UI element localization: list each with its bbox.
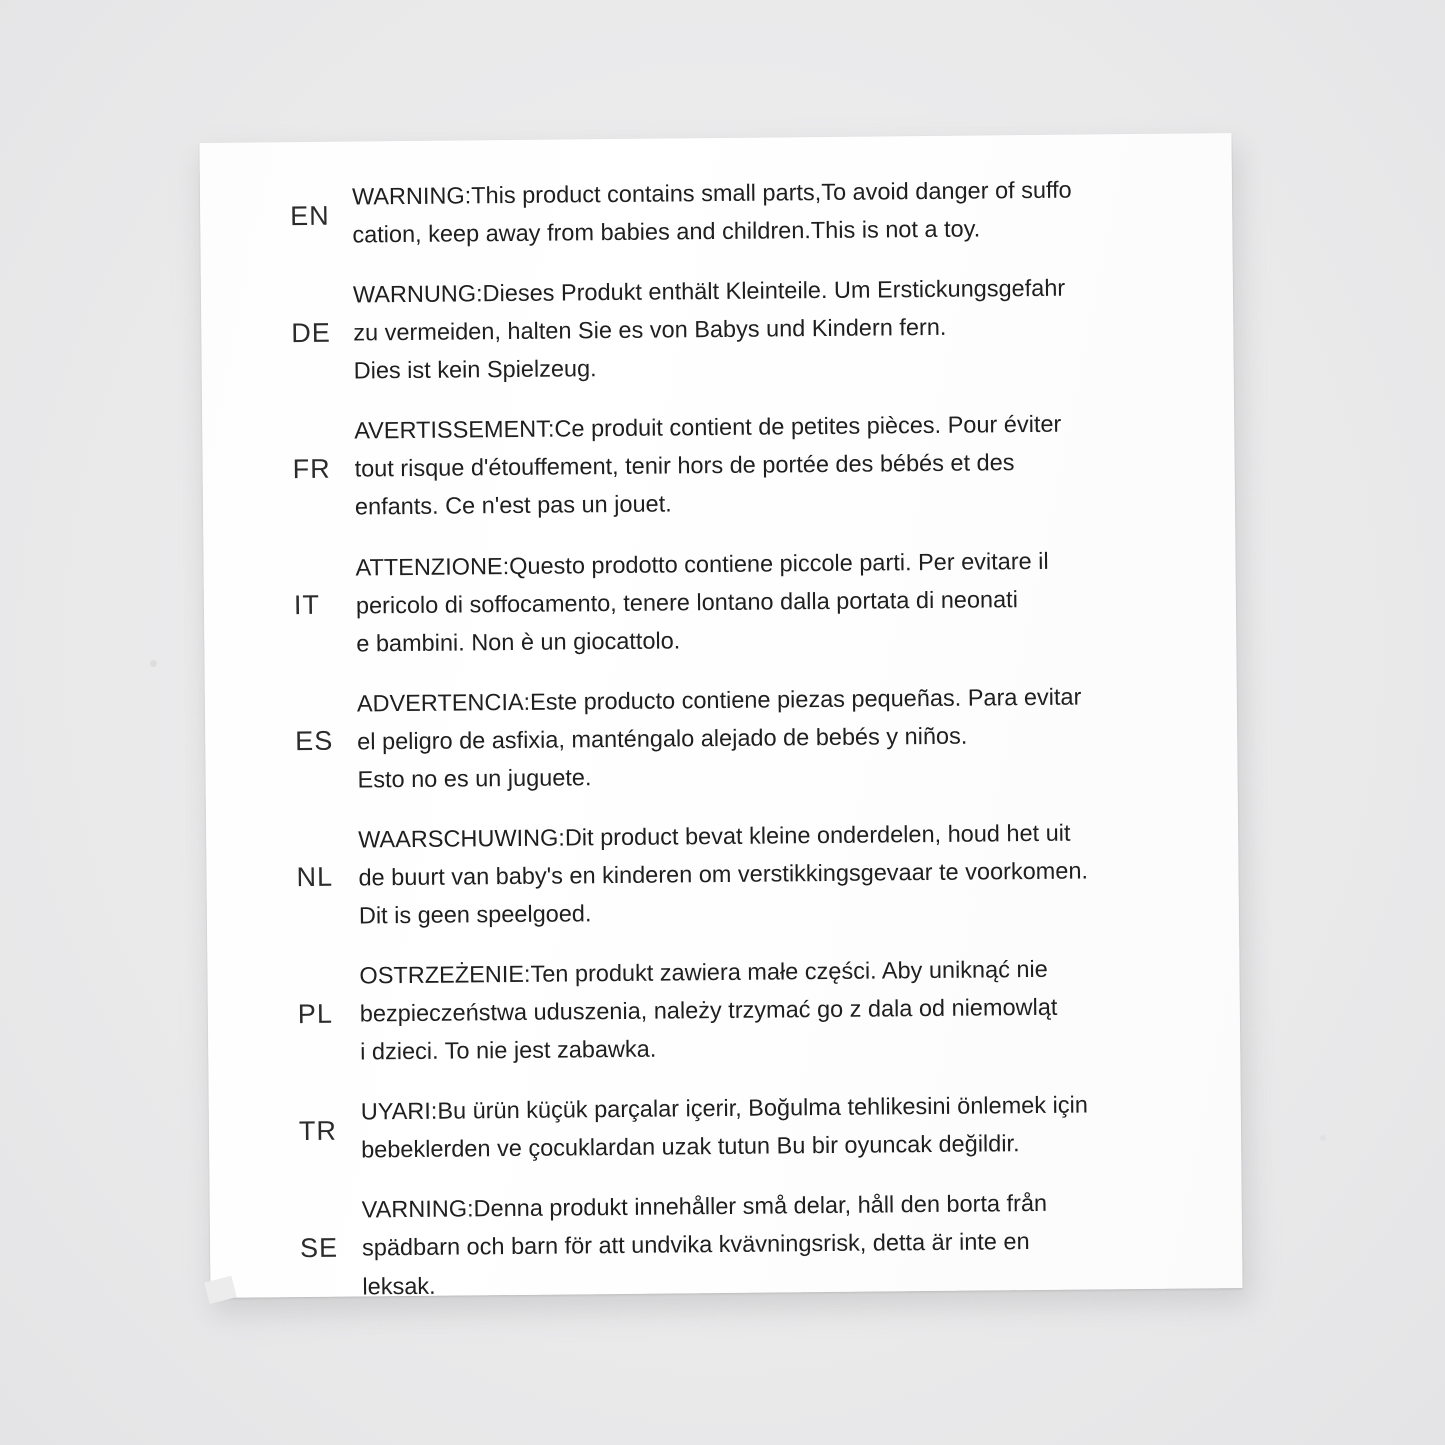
warning-line: WAARSCHUWING:Dit product bevat kleine onderdelen, houd het uit [358,819,1071,853]
language-code-pl: PL [297,998,334,1029]
warning-line: e bambini. Non è un giocattolo. [356,627,681,657]
warning-line: VARNING:Denna produkt innehåller små delar, håll den borta från [361,1190,1048,1223]
background-speck [150,660,157,667]
warning-row-nl [206,812,1239,936]
warning-list [199,133,1242,1298]
language-code-tr: TR [298,1115,338,1146]
warning-line: cation, keep away from babies and children.This is not a toy. [352,215,981,248]
warning-text-de [353,267,1210,389]
warning-line: tout risque d'étouffement, tenir hors de portée des bébés et des [354,449,1015,482]
language-code-en: EN [290,200,330,231]
warning-text-it [355,540,1212,662]
warning-row-fr [202,403,1235,527]
warning-line: UYARI:Bu ürün küçük parçalar içerir, Boğulma tehlikesini önlemek için [360,1091,1088,1125]
warning-line: Dit is geen speelgoed. [358,900,592,929]
warning-label-paper [199,133,1242,1298]
warning-text-tr [361,1085,1218,1169]
language-code-se: SE [299,1232,339,1264]
warning-text-es [357,676,1214,798]
warning-text-en [352,169,1209,253]
warning-row-se [210,1182,1243,1306]
warning-line: pericolo di soffocamento, tenere lontano dalla portata di neonati [355,585,1018,619]
warning-line: leksak. [362,1272,436,1299]
language-code-de: DE [291,317,331,348]
warning-line: OSTRZEŻENIE:Ten produkt zawiera małe części. Aby uniknąć nie [359,955,1048,989]
warning-text-pl [359,948,1216,1070]
warning-row-de [201,267,1234,391]
warning-line: spädbarn och barn för att undvika kvävningsrisk, detta är inte en [361,1228,1030,1261]
warning-line: i dzieci. To nie jest zabawka. [360,1035,657,1065]
warning-line: bebeklerden ve çocuklardan uzak tutun Bu bir oyuncak değildir. [361,1130,1020,1163]
warning-line: WARNUNG:Dieses Produkt enthält Kleinteile. Um Erstickungsgefahr [352,274,1066,308]
warning-row-tr [209,1084,1242,1170]
warning-line: ADVERTENCIA:Este producto contiene piezas pequeñas. Para evitar [356,683,1082,717]
warning-line: AVERTISSEMENT:Ce produit contient de petites pièces. Pour éviter [354,411,1062,444]
language-code-it: IT [293,589,321,621]
warning-line: Esto no es un juguete. [357,764,592,793]
warning-line: WARNING:This product contains small parts,To avoid danger of suffo [351,176,1072,210]
background-speck [1320,1135,1326,1141]
warning-text-nl [358,812,1215,934]
warning-line: de buurt van baby's en kinderen om verstikkingsgevaar te voorkomen. [358,857,1089,891]
language-code-es: ES [295,726,334,757]
language-code-fr: FR [292,453,331,485]
warning-line: Dies ist kein Spielzeug. [353,355,597,384]
warning-line: enfants. Ce n'est pas un jouet. [354,490,672,520]
warning-row-en [200,169,1233,255]
warning-row-es [205,676,1238,800]
warning-text-se [362,1183,1219,1305]
warning-line: zu vermeiden, halten Sie es von Babys und Kindern fern. [353,314,947,346]
warning-line: ATTENZIONE:Questo prodotto contiene piccole parti. Per evitare il [355,547,1049,581]
warning-text-fr [354,404,1211,526]
warning-row-pl [207,948,1240,1072]
warning-line: el peligro de asfixia, manténgalo alejado de bebés y niños. [357,722,968,755]
warning-row-it [203,540,1236,664]
warning-line: bezpieczeństwa uduszenia, należy trzymać go z dala od niemowląt [359,993,1058,1027]
language-code-nl: NL [296,862,334,893]
